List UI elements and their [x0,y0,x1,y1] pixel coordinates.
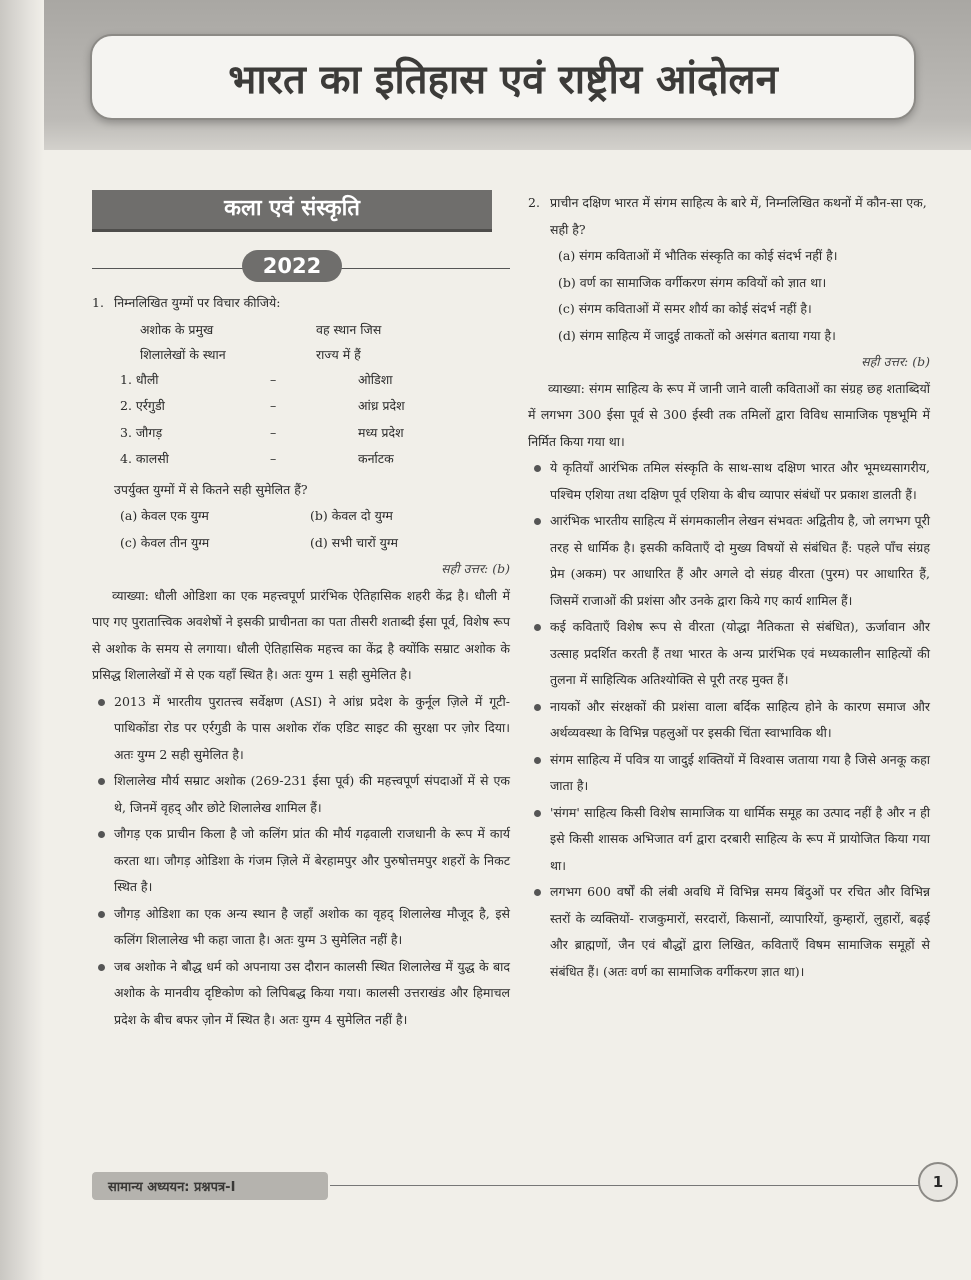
pair-state: आंध्र प्रदेश [358,398,405,413]
column-2-heading-line-1: वह स्थान जिस [316,321,382,337]
pair-row [92,367,510,394]
chapter-header [90,34,916,120]
explanation-bullet: 2013 में भारतीय पुरातत्त्व सर्वेक्षण (ASI) ने आंध्र प्रदेश के कुर्नूल ज़िले में गूटी-पाथिकोंडा रोड पर एर्रगुडी के पास अशोक रॉक एडिट साइट की सुरक्षा पर ज़ोर दिया। अतः युग्म 2 सही सुमेलित है। [92,689,510,769]
question-prompt: उपर्युक्त युग्मों में से कितने सही सुमेलित हैं? [114,481,308,497]
explanation-bullet: जौगड़ एक प्राचीन किला है जो कलिंग प्रांत की मौर्य गढ़वाली राजधानी के रूप में कार्य करता था। जौगड़ ओडिशा के गंजम ज़िले में बेरहामपुर और पुरुषोत्तमपुर शहरों के निकट स्थित है। [92,821,510,901]
question-number: 1. [92,295,104,310]
question-2 [528,190,930,985]
explanation-bullet: लगभग 600 वर्षों की लंबी अवधि में विभिन्न समय बिंदुओं पर रचित और विभिन्न स्तरों के व्यक्तियों- राजकुमारों, सरदारों, किसानों, व्यापारियों, कुम्हारों, लुहारों, बढ़ई और ब्राह्मणों, जैन एवं बौद्धों द्वारा लिखित, कविताएँ विषम सामाजिक समूहों से संबंधित हैं। (अतः वर्ण का सामाजिक वर्गीकरण ज्ञात था)। [528,879,930,985]
option-b: (b) वर्ण का सामाजिक वर्गीकरण संगम कवियों को ज्ञात था। [558,274,827,290]
pair-state: कर्नाटक [358,451,394,466]
explanation: व्याख्या: संगम साहित्य के रूप में जानी जाने वाली कविताओं का संग्रह छह शताब्दियों में लगभग 300 ईसा पूर्व से 300 ईस्वी तक तमिलों द्वारा विविध सामाजिक पृष्ठभूमि में निर्मित किया गया था। [528,380,930,449]
correct-answer: सही उत्तर: (b) [441,561,510,576]
pair-state: मध्य प्रदेश [358,424,404,440]
footer-rule [330,1185,920,1186]
explanation-bullet: ये कृतियाँ आरंभिक तमिल संस्कृति के साथ-साथ दक्षिण भारत और भूमध्यसागरीय, पश्चिम एशिया तथा दक्षिण पूर्व एशिया के बीच व्यापार संबंधों पर प्रकाश डालती हैं। [528,455,930,508]
chapter-title: भारत का इतिहास एवं राष्ट्रीय आंदोलन [228,56,778,103]
option-b: (b) केवल दो युग्म [310,508,393,523]
pair-site: 4. कालसी [120,451,169,466]
pair-state: ओडिशा [358,371,393,387]
option-d: (d) संगम साहित्य में जादुई ताकतों को असंगत बताया गया है। [558,327,836,343]
explanation-bullet: संगम साहित्य में पवित्र या जादुई शक्तियों में विश्वास जताया गया है जिसे अनकू कहा जाता है। [528,747,930,800]
explanation-bullet: नायकों और संरक्षकों की प्रशंसा वाला बर्दिक साहित्य होने के कारण समाज और अर्थव्यवस्था के विभिन्न पहलुओं पर इसकी चिंता स्वाभाविक थी। [528,694,930,747]
question-stem: प्राचीन दक्षिण भारत में संगम साहित्य के बारे में, निम्नलिखित कथनों में कौन-सा एक, सही है? [550,195,927,237]
footer-label: सामान्य अध्ययन: प्रश्नपत्र-I [92,1172,328,1200]
correct-answer: सही उत्तर: (b) [861,354,930,369]
right-column [528,190,930,985]
column-2-heading-line-2: राज्य में हैं [316,346,361,362]
explanation-bullet: आरंभिक भारतीय साहित्य में संगमकालीन लेखन संभवतः अद्वितीय है, जो लगभग पूरी तरह से धार्मिक है। इसकी कविताएँ दो मुख्य विषयों से संबंधित हैं: पहले पाँच संग्रह प्रेम (अकम) पर आधारित हैं और अगले दो संग्रह वीरता (पुरम) पर आधारित हैं, जिसमें राजाओं की प्रशंसा और उनके द्वारा किये गए कार्य शामिल हैं। [528,508,930,614]
page-gutter-shadow [0,0,44,1280]
option-c: (c) केवल तीन युग्म [120,534,210,550]
column-1-heading-line-1: अशोक के प्रमुख [140,321,214,337]
pairs-header [92,317,510,342]
pair-dash: – [270,371,277,387]
explanation-bullet: 'संगम' साहित्य किसी विशेष सामाजिक या धार्मिक समूह का उत्पाद नहीं है और न ही इसे किसी शासक अभिजात वर्ग द्वारा दरबारी साहित्य के रूप में प्रायोजित किया गया था। [528,800,930,880]
page-number: 1 [918,1162,958,1202]
explanation-bullet: जौगड़ ओडिशा का एक अन्य स्थान है जहाँ अशोक का वृहद् शिलालेख मौजूद है, इसे कलिंग शिलालेख भी कहा जाता है। अतः युग्म 3 सुमेलित नहीं है। [92,901,510,954]
question-number: 2. [528,195,540,210]
year-divider [92,246,510,290]
pair-dash: – [270,451,277,466]
column-1-heading-line-2: शिलालेखों के स्थान [140,346,226,362]
pairs-header [92,342,510,367]
pair-dash: – [270,424,277,440]
option-d: (d) सभी चारों युग्म [310,534,398,550]
pair-site: 2. एर्रगुडी [120,398,165,413]
question-stem: निम्नलिखित युग्मों पर विचार कीजिये: [114,295,281,310]
pair-row [92,420,510,447]
year-badge: 2022 [242,250,342,282]
option-a: (a) संगम कविताओं में भौतिक संस्कृति का कोई संदर्भ नहीं है। [558,248,838,263]
question-1 [92,290,510,1033]
explanation-bullet: कई कविताएँ विशेष रूप से वीरता (योद्धा नैतिकता से संबंधित), ऊर्जावान और उत्साह प्रदर्शित करती हैं तथा भारत के अन्य प्रारंभिक एवं मध्यकालीन साहित्यों की तुलना में साहित्यिक अतिश्योक्ति से पूरी तरह मुक्त हैं। [528,614,930,694]
options [92,503,510,556]
explanation: व्याख्या: धौली ओडिशा का एक महत्त्वपूर्ण प्रारंभिक ऐतिहासिक शहरी केंद्र है। धौली में पाए गए पुरातात्त्विक अवशेषों ने इसकी प्राचीनता का पता तीसरी शताब्दी ईसा पूर्व, विशेष रूप से अशोक के समय से लगाया। धौली ऐतिहासिक महत्त्व का केंद्र है क्योंकि सम्राट अशोक के प्रसिद्ध शिलालेखों में से एक यहाँ स्थित है। अतः युग्म 1 सही सुमेलित है। [92,587,510,682]
pair-row [92,393,510,420]
pair-site: 3. जौगड़ [120,424,163,440]
pair-dash: – [270,398,277,413]
option-a: (a) केवल एक युग्म [120,508,209,523]
option-c: (c) संगम कविताओं में समर शौर्य का कोई संदर्भ नहीं है। [558,301,812,316]
explanation-bullet: शिलालेख मौर्य सम्राट अशोक (269-231 ईसा पूर्व) की महत्त्वपूर्ण संपदाओं में से एक थे, जिनमें वृहद् और छोटे शिलालेख शामिल हैं। [92,768,510,821]
pair-row [92,446,510,473]
left-column [92,190,510,1033]
pair-site: 1. धौली [120,371,159,387]
explanation-bullet: जब अशोक ने बौद्ध धर्म को अपनाया उस दौरान कालसी स्थित शिलालेख में युद्ध के बाद अशोक के मानवीय दृष्टिकोण को लिपिबद्ध किया गया। कालसी उत्तराखंड और हिमाचल प्रदेश के बीच बफर ज़ोन में स्थित है। अतः युग्म 4 सुमेलित नहीं है। [92,954,510,1034]
section-banner: कला एवं संस्कृति [92,190,492,232]
